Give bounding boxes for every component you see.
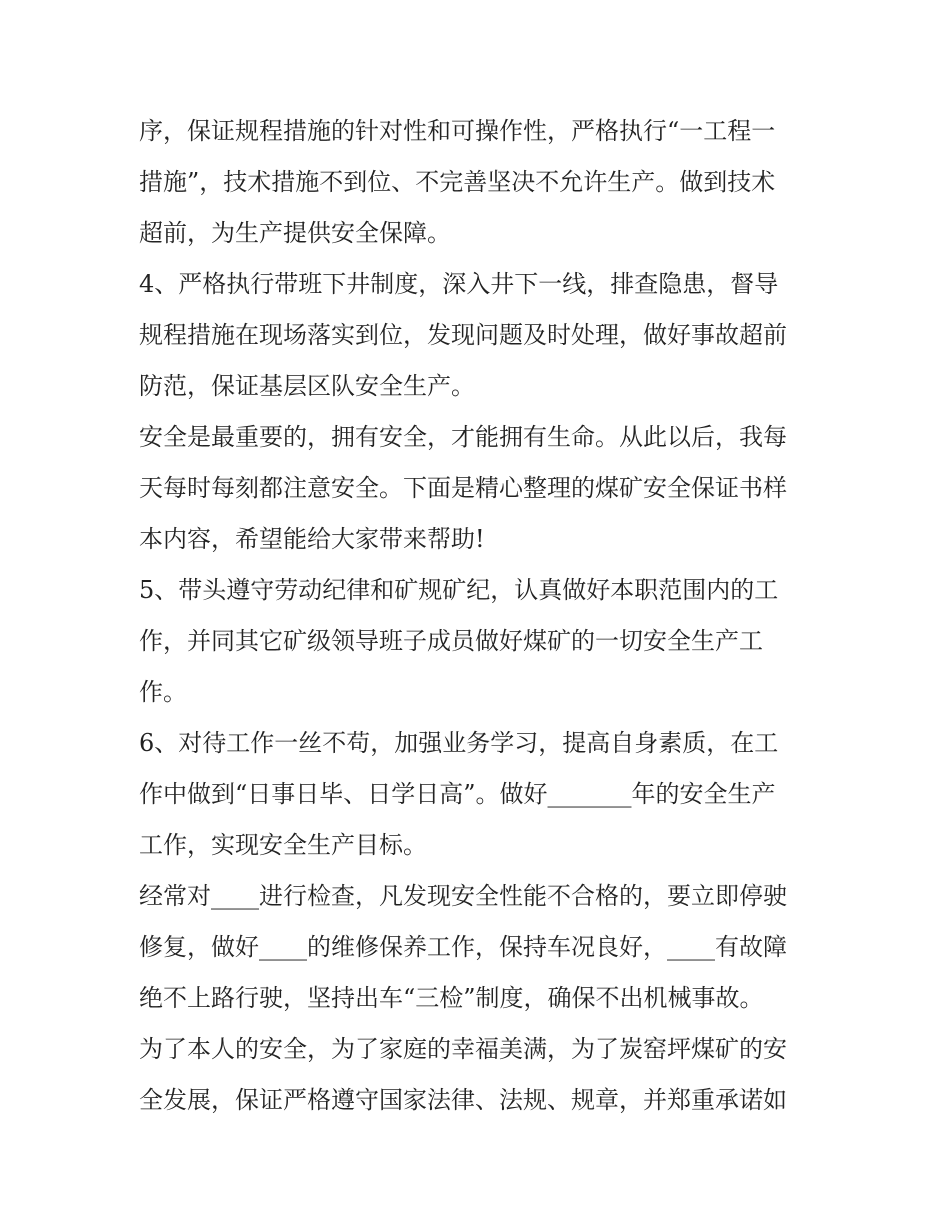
text-line: 超前，为生产提供安全保障。 <box>139 219 451 247</box>
text-line: 序，保证规程措施的针对性和可操作性，严格执行“一工程一 <box>139 117 776 145</box>
text-line: 全发展，保证严格遵守国家法律、法规、规章，并郑重承诺如 <box>139 1086 787 1114</box>
document-body <box>139 106 839 1126</box>
text-line: 规程措施在现场落实到位，发现问题及时处理，做好事故超前 <box>139 321 787 349</box>
text-line: 本内容，希望能给大家带来帮助! <box>139 525 485 553</box>
text-line: 作中做到“日事日毕、日学日高”。做好_______年的安全生产 <box>139 780 776 808</box>
text-line: 措施”，技术措施不到位、不完善坚决不允许生产。做到技术 <box>139 168 776 196</box>
text-line: 作，并同其它矿级领导班子成员做好煤矿的一切安全生产工 <box>139 627 763 655</box>
text-line: 防范，保证基层区队安全生产。 <box>139 372 475 400</box>
text-line: 安全是最重要的，拥有安全，才能拥有生命。从此以后，我每 <box>139 423 787 451</box>
text-line: 工作，实现安全生产目标。 <box>139 831 427 859</box>
text-line: 4、严格执行带班下井制度，深入井下一线，排查隐患，督导 <box>139 270 779 298</box>
text-line: 作。 <box>139 678 187 706</box>
text-line: 6、对待工作一丝不苟，加强业务学习，提高自身素质，在工 <box>139 729 779 757</box>
text-line: 为了本人的安全，为了家庭的幸福美满，为了炭窑坪煤矿的安 <box>139 1035 787 1063</box>
text-line: 5、带头遵守劳动纪律和矿规矿纪，认真做好本职范围内的工 <box>139 576 779 604</box>
text-line: 天每时每刻都注意安全。下面是精心整理的煤矿安全保证书样 <box>139 474 787 502</box>
text-line: 经常对____进行检查，凡发现安全性能不合格的，要立即停驶 <box>139 882 787 910</box>
text-line: 绝不上路行驶，坚持出车“三检”制度，确保不出机械事故。 <box>139 984 764 1012</box>
text-line: 修复，做好____的维修保养工作，保持车况良好，____有故障 <box>139 933 787 961</box>
